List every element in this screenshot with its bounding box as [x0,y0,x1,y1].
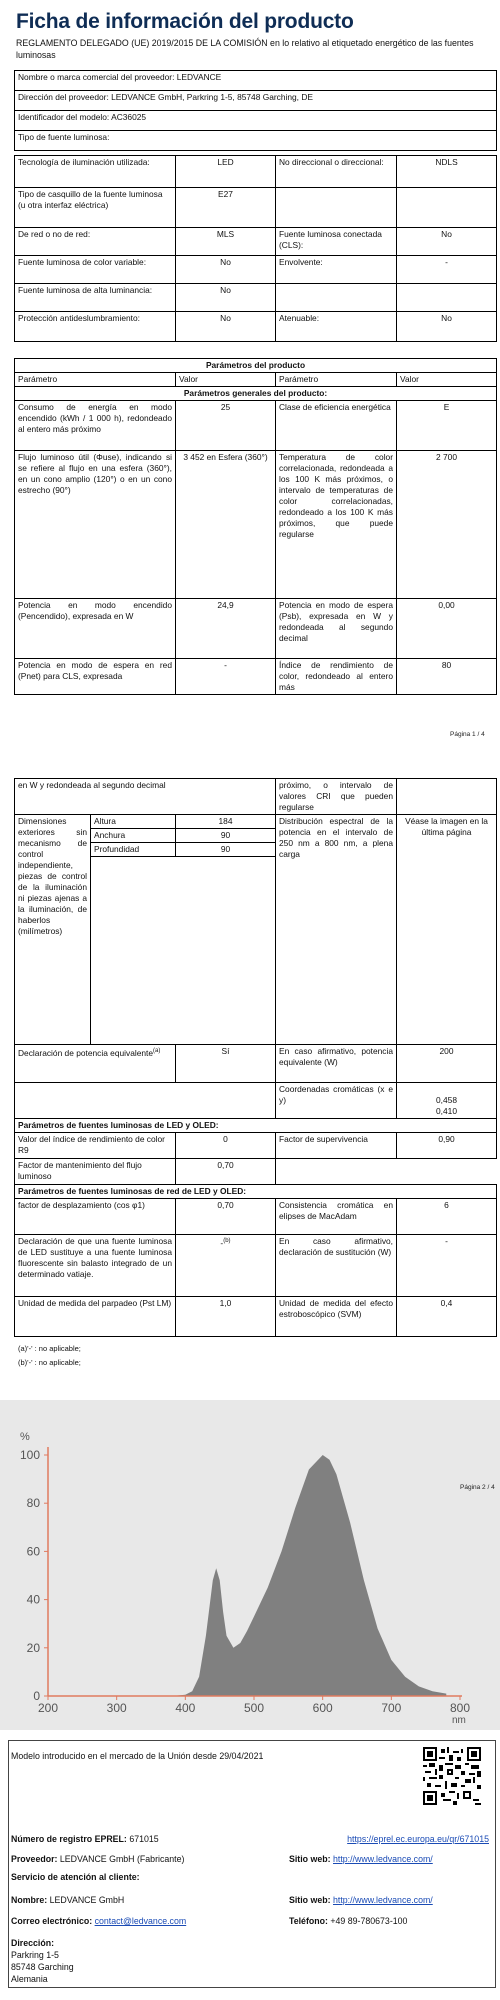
maintenance-label: Factor de mantenimiento del flujo luminoso [15,1159,176,1185]
page-3 [0,1400,500,1990]
equiv-power-label: Declaración de potencia equivalente [18,1047,154,1058]
stroboscopic-label: Unidad de medida del efecto estroboscópico (SVM) [276,1297,397,1337]
dim-height-label: Altura [91,815,176,829]
stroboscopic-value: 0,4 [397,1297,497,1337]
eprel-value: 671015 [129,1834,159,1844]
general-param-value-2: 80 [397,659,497,695]
x-tick-label: 300 [106,1701,127,1715]
dim-width-value: 90 [176,829,276,843]
supplier-value: LEDVANCE GmbH (Fabricante) [59,1854,185,1864]
dim-height-value: 184 [176,815,276,829]
type-row [15,188,497,228]
standby-net-cont: en W y redondeada al segundo decimal [15,779,276,815]
model-id-label: Identificador del modelo: [18,112,110,122]
spectral-value: Véase la imagen en la última página [397,815,497,1045]
phone-label: Teléfono: [289,1916,328,1926]
x-tick-label: 200 [37,1701,59,1715]
supplier-address-value: LEDVANCE GmbH, Parkring 1-5, 85748 Garching, DE [111,92,313,102]
general-param-value-2: E [397,401,497,451]
general-param-row [15,401,497,451]
x-tick-label: 800 [449,1701,471,1715]
supplier-name-value: LEDVANCE [176,72,222,82]
general-param-value-2: 0,00 [397,599,497,659]
general-param-row [15,451,497,599]
general-param-row [15,599,497,659]
type-param-value: No [176,312,276,342]
general-param-value-2: 2 700 [397,451,497,599]
general-param-label: Potencia en modo de espera en red (Pnet) para CLS, expresada [15,659,176,695]
equiv-watts-label: En caso afirmativo, potencia equivalente (W) [276,1045,397,1083]
general-param-label: Potencia en modo encendido (Pencendido), expresada en W [15,599,176,659]
product-params-header: Parámetros del producto [15,359,497,373]
type-param-label-2: Fuente luminosa conectada (CLS): [276,228,397,256]
model-id-value: AC36025 [111,112,147,122]
general-param-label-2: Clase de eficiencia energética [276,401,397,451]
website-label: Sitio web: [289,1854,331,1864]
general-params-table [14,358,497,695]
address-line-3: Alemania [11,1974,48,1984]
type-param-label-2 [276,284,397,312]
flicker-value: 1,0 [176,1297,276,1337]
equiv-power-footnote-ref: (a) [153,1048,161,1054]
spectral-chart [0,1400,500,1730]
equiv-watts-value: 200 [397,1045,497,1083]
survival-value: 0,90 [397,1133,497,1159]
type-row [15,228,497,256]
color-consistency-value: 6 [397,1199,497,1235]
supplier-name-label: Nombre o marca comercial del proveedor: [18,72,175,82]
product-info-box [8,1740,496,1988]
chroma-label: Coordenadas cromáticas (x e y) [276,1083,397,1119]
supplier-table [14,70,497,151]
service-website-label: Sitio web: [289,1895,331,1905]
chroma-y: 0,410 [436,1106,457,1116]
email-label: Correo electrónico: [11,1916,93,1926]
type-row [15,156,497,188]
type-param-label: Tipo de casquillo de la fuente luminosa (u otra interfaz eléctrica) [15,188,176,228]
page-1 [0,0,500,738]
general-params-header: Parámetros generales del producto: [15,387,497,401]
col-value-2: Valor [397,373,497,387]
type-param-value: MLS [176,228,276,256]
eprel-label: Número de registro EPREL: [11,1834,127,1844]
type-param-label: Fuente luminosa de alta luminancia: [15,284,176,312]
general-param-row [15,659,497,695]
general-param-label-2: Potencia en modo de espera (Psb), expresada en W y redondeada al segundo decimal [276,599,397,659]
dimensions-label: Dimensiones exteriores sin mecanismo de control independiente, piezas de control de la iluminación ni piezas ajenas a la iluminación, de haberlos (milímetros) [15,815,91,1045]
service-name-label: Nombre: [11,1895,48,1905]
type-row [15,312,497,342]
replacement-watts-label: En caso afirmativo, declaración de sustitución (W) [276,1235,397,1297]
footnote-b: (b)'-' : no aplicable; [18,1358,81,1367]
y-tick-label: 80 [26,1496,40,1511]
dim-width-label: Anchura [91,829,176,843]
y-tick-label: 20 [26,1640,40,1655]
address-line-1: Parkring 1-5 [11,1950,59,1960]
website-link[interactable]: http://www.ledvance.com/ [333,1854,433,1864]
y-tick-label: 40 [26,1592,40,1607]
type-param-value-2: NDLS [397,156,497,188]
type-param-label-2: Atenuable: [276,312,397,342]
spectral-label: Distribución espectral de la potencia en el intervalo de 250 nm a 800 nm, a plena carga [276,815,397,1045]
footnote-a: (a)'-' : no aplicable; [18,1344,81,1353]
x-axis-label: nm [452,1715,466,1726]
replacement-footnote-ref: (b) [223,1238,231,1244]
general-param-label: Consumo de energía en modo encendido (kWh / 1 000 h), redondeado al entero más próximo [15,401,176,451]
displacement-label: factor de desplazamiento (cos φ1) [15,1199,176,1235]
y-tick-label: 100 [19,1448,40,1462]
service-name-value: LEDVANCE GmbH [49,1895,125,1905]
type-param-label: Protección antideslumbramiento: [15,312,176,342]
x-tick-label: 600 [312,1701,333,1715]
flicker-label: Unidad de medida del parpadeo (Pst LM) [15,1297,176,1337]
x-tick-label: 700 [381,1701,402,1715]
general-param-value: 3 452 en Esfera (360°) [176,451,276,599]
led-params-header: Parámetros de fuentes luminosas de LED y OLED: [15,1119,497,1133]
page-2 [0,778,500,1366]
phone-value: +49 89-780673-100 [330,1916,408,1926]
customer-service-label: Servicio de atención al cliente: [11,1872,140,1882]
x-tick-label: 500 [243,1701,265,1715]
type-param-label: De red o no de red: [15,228,176,256]
equiv-power-value: Sí [176,1045,276,1083]
type-row [15,256,497,284]
y-tick-label: 60 [26,1544,40,1559]
supplier-address-label: Dirección del proveedor: [18,92,109,102]
y-axis-label: % [20,1431,30,1443]
chroma-x: 0,458 [436,1095,457,1105]
eprel-link[interactable]: https://eprel.ec.europa.eu/qr/671015 [347,1834,489,1844]
general-param-label: Flujo luminoso útil (Φuse), indicando si se refiere al flujo en una esfera (360°), en un cono amplio (120°) o en un cono estrecho (90°) [15,451,176,599]
spectral-chart-svg [0,1400,500,1730]
email-link[interactable]: contact@ledvance.com [94,1916,187,1926]
type-param-value-2: - [397,256,497,284]
type-param-label: Tecnología de iluminación utilizada: [15,156,176,188]
market-intro: Modelo introducido en el mercado de la Unión desde 29/04/2021 [11,1751,264,1761]
type-param-value-2 [397,284,497,312]
spectrum-area [172,1455,447,1696]
replacement-claim-label: Declaración de que una fuente luminosa de LED sustituye a una fuente luminosa fluorescente sin balasto integrado de un determinado vatiaje. [15,1235,176,1297]
source-type-label: Tipo de fuente luminosa: [15,131,497,151]
dim-depth-value: 90 [176,843,276,857]
led-mains-params-header: Parámetros de fuentes luminosas de red de LED y OLED: [15,1185,497,1199]
page-number: Página 1 / 4 [450,731,485,738]
y-tick-label: 0 [33,1689,40,1703]
survival-label: Factor de supervivencia [276,1133,397,1159]
general-param-value: - [176,659,276,695]
general-param-label-2: Índice de rendimiento de color, redondeado al entero más [276,659,397,695]
page-title: Ficha de información del producto [16,10,354,33]
col-param-2: Parámetro [276,373,397,387]
color-consistency-label: Consistencia cromática en elipses de MacAdam [276,1199,397,1235]
type-param-value: No [176,284,276,312]
type-param-value: No [176,256,276,284]
type-param-value: LED [176,156,276,188]
type-param-label-2: No direccional o direccional: [276,156,397,188]
maintenance-value: 0,70 [176,1159,276,1185]
type-param-value-2: No [397,312,497,342]
col-param-1: Parámetro [15,373,176,387]
type-param-value-2 [397,188,497,228]
x-tick-label: 400 [175,1701,196,1715]
general-param-value: 25 [176,401,276,451]
general-param-label-2: Temperatura de color correlacionada, redondeada a los 100 K más próximos, o intervalo de temperaturas de color correlacionadas, redondeado a los 100 K más próximos, que puede regularse [276,451,397,599]
type-row [15,284,497,312]
type-param-label: Fuente luminosa de color variable: [15,256,176,284]
replacement-claim-value: - [220,1237,224,1248]
continued-params-table [14,778,497,1337]
regulation-subtitle: REGLAMENTO DELEGADO (UE) 2019/2015 DE LA COMISIÓN en lo relativo al etiquetado energético de las fuentes luminosas [16,38,474,60]
page-number-2: Página 2 / 4 [460,1484,495,1491]
source-type-table [14,155,497,342]
service-website-link[interactable]: http://www.ledvance.com/ [333,1895,433,1905]
cri-cont: próximo, o intervalo de valores CRI que pueden regularse [276,779,397,815]
type-param-value-2: No [397,228,497,256]
general-param-value: 24,9 [176,599,276,659]
type-param-label-2: Envolvente: [276,256,397,284]
supplier-label: Proveedor: [11,1854,58,1864]
qr-code-icon[interactable] [423,1747,481,1805]
address-label: Dirección: [11,1938,55,1948]
dim-depth-label: Profundidad [91,843,176,857]
type-param-value: E27 [176,188,276,228]
type-param-label-2 [276,188,397,228]
replacement-watts-value: - [397,1235,497,1297]
r9-value: 0 [176,1133,276,1159]
r9-label: Valor del índice de rendimiento de color R9 [15,1133,176,1159]
col-value-1: Valor [176,373,276,387]
address-line-2: 85748 Garching [11,1962,74,1972]
displacement-value: 0,70 [176,1199,276,1235]
